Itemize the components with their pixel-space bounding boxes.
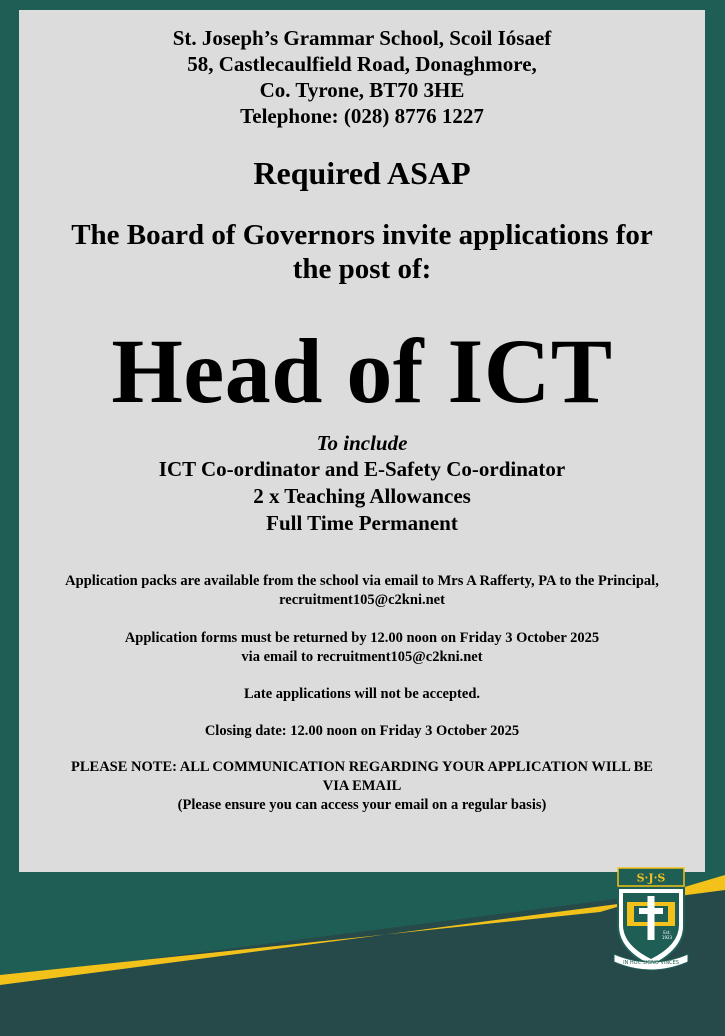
detail-line: Full Time Permanent xyxy=(266,511,458,535)
detail-line: 2 x Teaching Allowances xyxy=(253,484,471,508)
post-details xyxy=(19,456,705,537)
application-packs-email: recruitment105@c2kni.net xyxy=(279,592,445,608)
crest-initials: S·J·S xyxy=(636,871,666,885)
return-forms-line-1: Application forms must be returned by 12.00 noon on Friday 3 October 2025 xyxy=(124,630,600,646)
closing-date: Closing date: 12.00 noon on Friday 3 October 2025 xyxy=(204,723,520,739)
headline: Required ASAP xyxy=(253,155,471,191)
return-forms xyxy=(19,629,705,667)
invitation-line-2: the post of: xyxy=(292,253,432,285)
school-name: St. Joseph’s Grammar School, Scoil Iósaef xyxy=(172,26,552,50)
address-line-1: 58, Castlecaulfield Road, Donaghmore, xyxy=(187,52,537,76)
post-title: Head of ICT xyxy=(111,320,613,422)
vacancy-notice xyxy=(19,10,705,872)
crest-est-year: 1923 xyxy=(661,935,673,940)
school-address xyxy=(19,25,705,129)
application-packs-line-1: Application packs are available from the school via email to Mrs A Rafferty, PA to the Principal, xyxy=(65,573,659,589)
telephone: Telephone: (028) 8776 1227 xyxy=(240,104,484,128)
invitation xyxy=(19,218,705,286)
application-packs xyxy=(19,572,705,610)
please-note-line-1: PLEASE NOTE: ALL COMMUNICATION REGARDING YOUR APPLICATION WILL BE xyxy=(71,759,653,775)
detail-line: ICT Co-ordinator and E-Safety Co-ordinator xyxy=(158,457,566,481)
crest-motto: IN HOC SIGNO VINCES xyxy=(623,960,679,966)
late-applications: Late applications will not be accepted. xyxy=(243,686,481,702)
please-note-line-2: VIA EMAIL xyxy=(322,778,402,794)
please-note-line-3: (Please ensure you can access your email on a regular basis) xyxy=(177,797,547,813)
to-include-label: To include xyxy=(316,431,408,455)
school-crest-logo xyxy=(612,866,690,972)
invitation-line-1: The Board of Governors invite applications for xyxy=(71,219,653,251)
please-note xyxy=(19,758,705,815)
address-line-2: Co. Tyrone, BT70 3HE xyxy=(259,78,465,102)
crest-est-label: Est. xyxy=(663,930,671,935)
return-forms-line-2: via email to recruitment105@c2kni.net xyxy=(241,649,483,665)
